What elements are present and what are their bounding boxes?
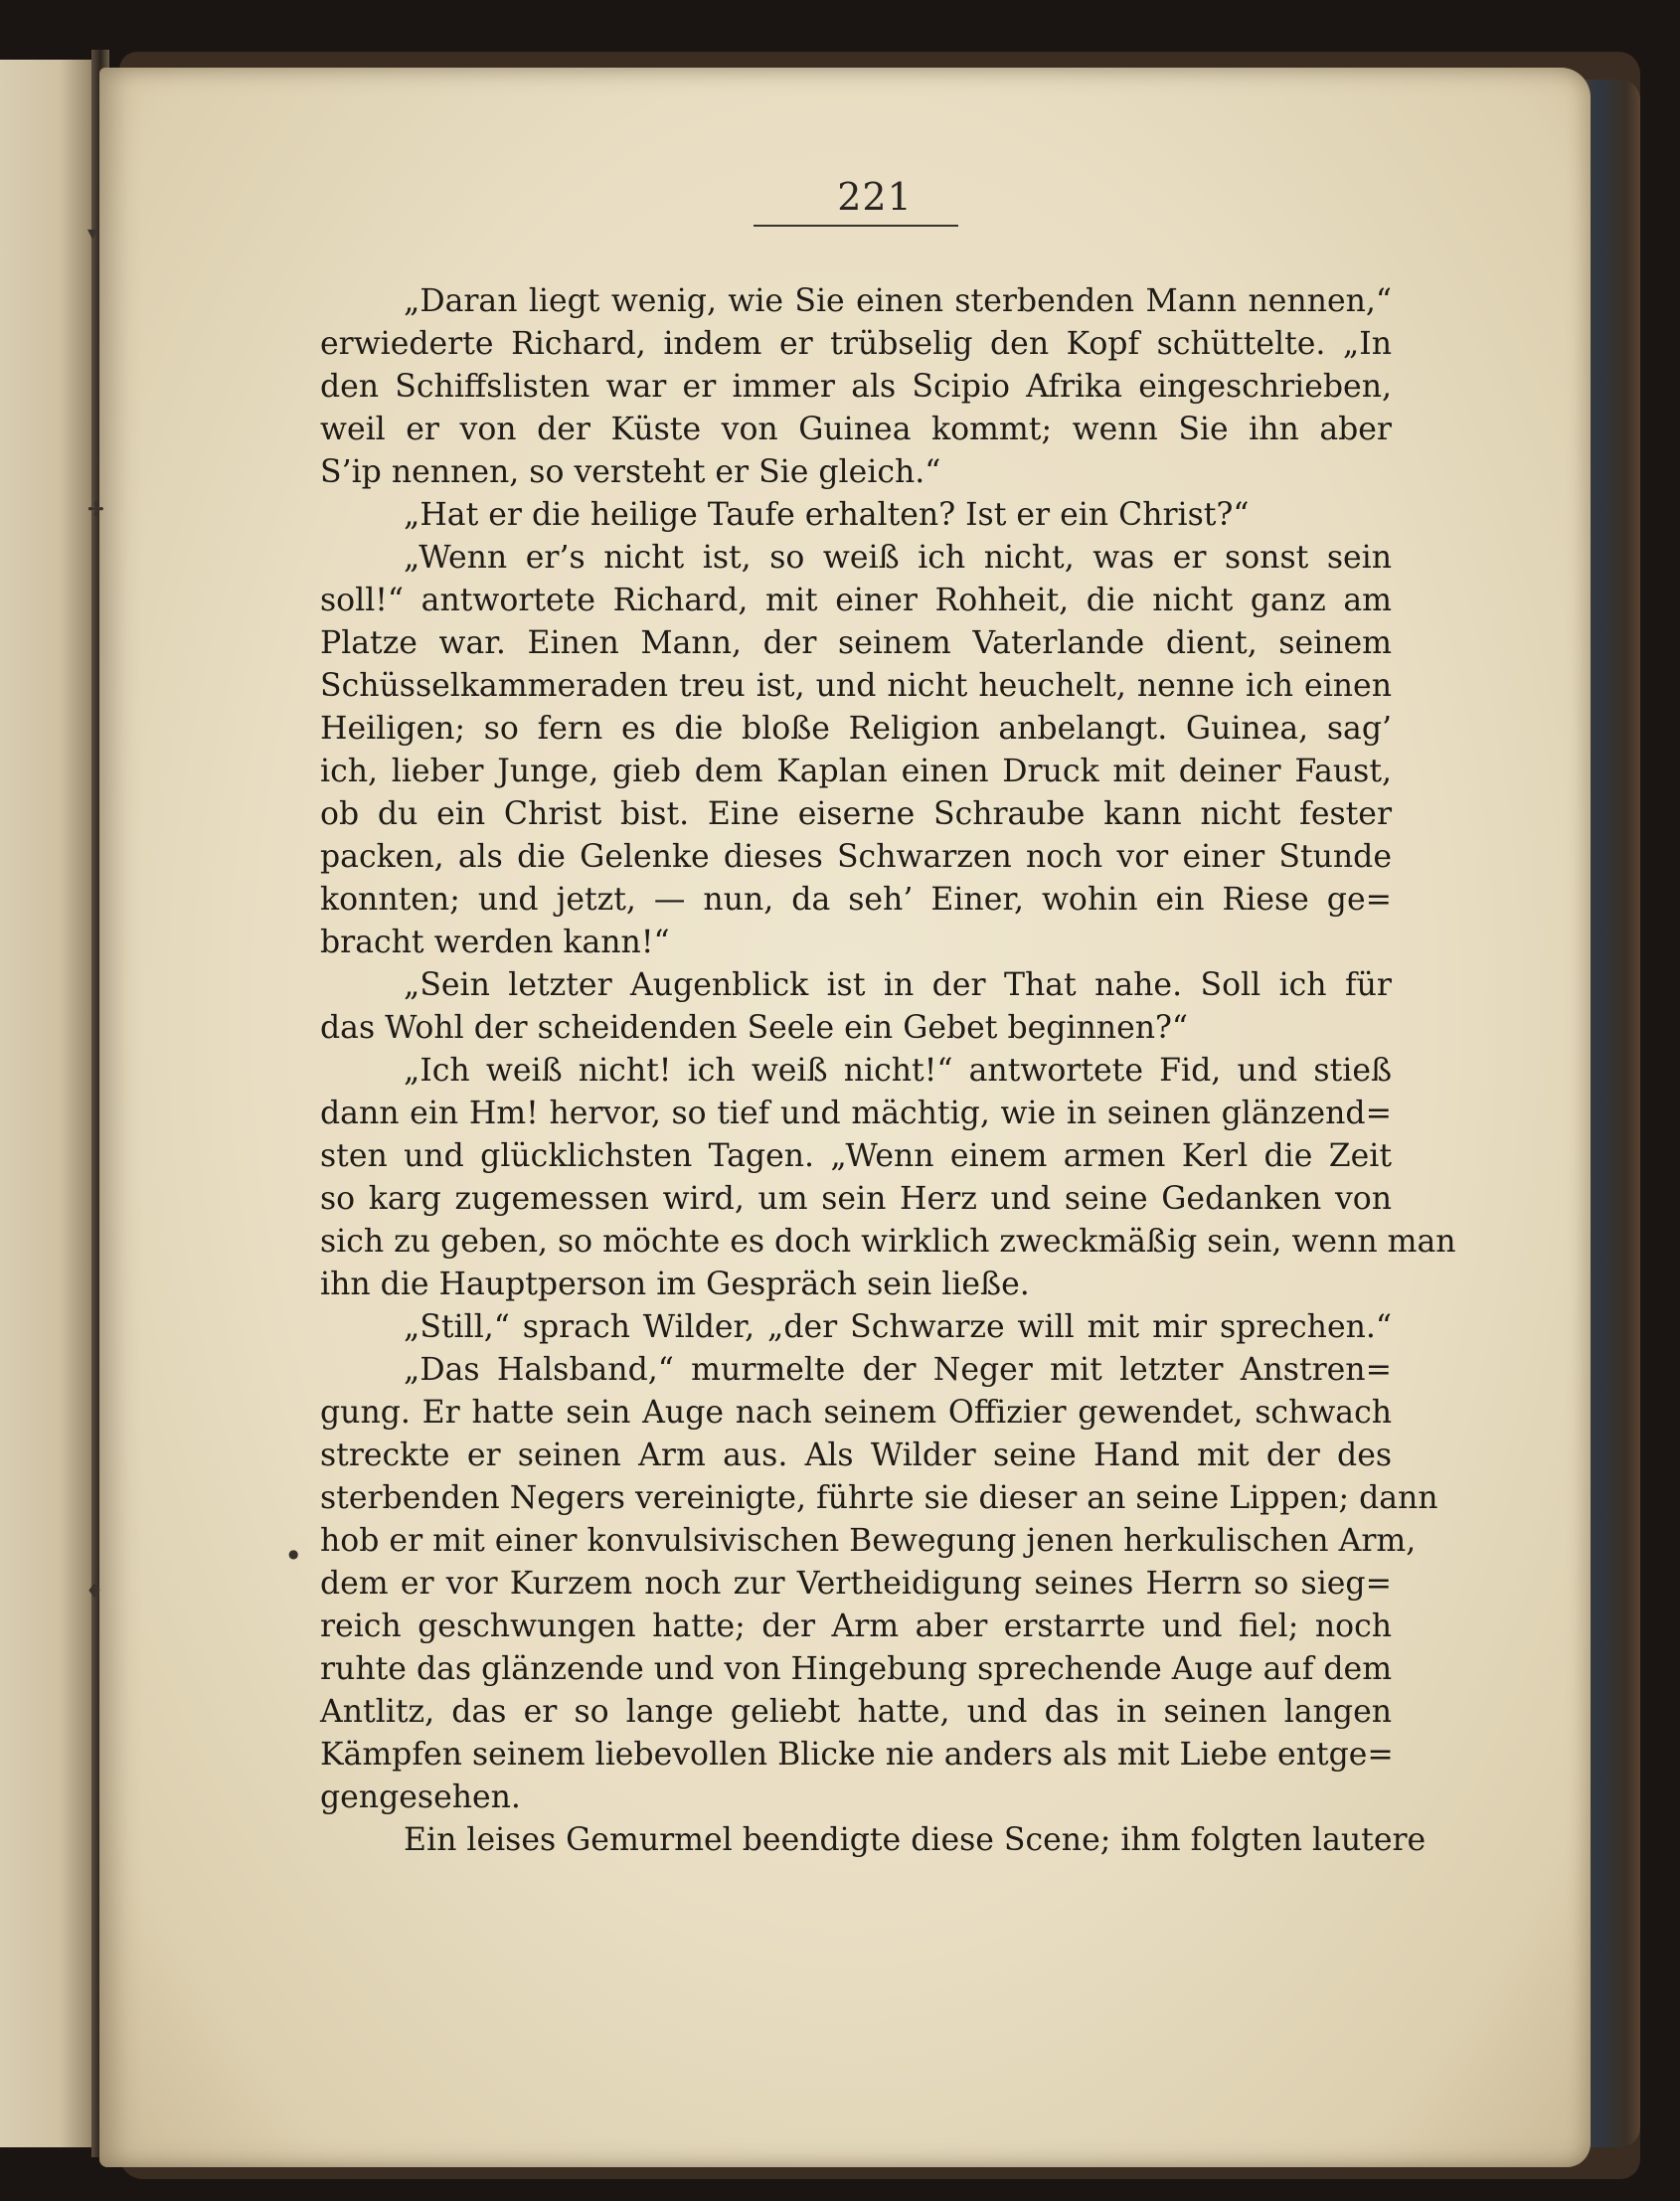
text-line: „Still,“ sprach Wilder, „der Schwarze will mit mir sprechen.“	[404, 1309, 1392, 1345]
facing-page-edge	[0, 60, 99, 2147]
text-line: den Schiffslisten war er immer als Scipio Afrika eingeschrieben,	[320, 369, 1392, 405]
text-line: ruhte das glänzende und von Hingebung sprechende Auge auf dem	[320, 1651, 1393, 1687]
text-line: S’ip nennen, so versteht er Sie gleich.“	[320, 454, 941, 490]
text-line: das Wohl der scheidenden Seele ein Gebet beginnen?“	[320, 1010, 1189, 1046]
text-line: Schüsselkammeraden treu ist, und nicht heuchelt, nenne ich einen	[320, 668, 1392, 704]
text-line: so karg zugemessen wird, um sein Herz und seine Gedanken von	[320, 1181, 1392, 1217]
margin-dot-icon: ●	[288, 1547, 299, 1561]
text-line: streckte er seinen Arm aus. Als Wilder seine Hand mit der des	[320, 1438, 1392, 1473]
text-line: Heiligen; so fern es die bloße Religion anbelangt. Guinea, sag’	[320, 711, 1392, 747]
text-line: „Sein letzter Augenblick ist in der That nahe. Soll ich für	[404, 967, 1392, 1003]
text-line: „Das Halsband,“ murmelte der Neger mit letzter Anstren=	[404, 1352, 1392, 1388]
text-line: bracht werden kann!“	[320, 925, 670, 960]
text-line: soll!“ antwortete Richard, mit einer Rohheit, die nicht ganz am	[320, 583, 1392, 618]
margin-mark-icon: ▾	[87, 221, 98, 245]
text-line: ich, lieber Junge, gieb dem Kaplan einen Druck mit deiner Faust,	[320, 754, 1392, 789]
text-line: Antlitz, das er so lange geliebt hatte, und das in seinen langen	[320, 1694, 1392, 1730]
text-line: packen, als die Gelenke dieses Schwarzen noch vor einer Stunde	[320, 839, 1392, 875]
text-line: ihn die Hauptperson im Gespräch sein ließe.	[320, 1267, 1030, 1302]
text-line: „Wenn er’s nicht ist, so weiß ich nicht, was er sonst sein	[404, 540, 1392, 576]
page-number-rule	[754, 225, 958, 227]
text-line: gengesehen.	[320, 1779, 521, 1815]
text-line: Kämpfen seinem liebevollen Blicke nie anders als mit Liebe entge=	[320, 1737, 1394, 1773]
text-line: erwiederte Richard, indem er trübselig den Kopf schüttelte. „In	[320, 326, 1392, 362]
text-line: sterbenden Negers vereinigte, führte sie dieser an seine Lippen; dann	[320, 1480, 1438, 1516]
text-line: hob er mit einer konvulsivischen Bewegung jenen herkulischen Arm,	[320, 1523, 1417, 1559]
text-line: weil er von der Küste von Guinea kommt; wenn Sie ihn aber	[320, 412, 1392, 447]
page-body-text	[320, 280, 1456, 1862]
text-line: Ein leises Gemurmel beendigte diese Scene; ihm folgten lautere	[404, 1822, 1427, 1858]
text-line: reich geschwungen hatte; der Arm aber erstarrte und fiel; noch	[320, 1608, 1392, 1644]
text-line: Platze war. Einen Mann, der seinem Vaterlande dient, seinem	[320, 625, 1392, 661]
page-number: 221	[837, 175, 913, 219]
text-line: gung. Er hatte sein Auge nach seinem Offizier gewendet, schwach	[320, 1395, 1392, 1431]
text-line: „Hat er die heilige Taufe erhalten? Ist er ein Christ?“	[404, 497, 1250, 533]
text-line: sten und glücklichsten Tagen. „Wenn einem armen Kerl die Zeit	[320, 1138, 1392, 1174]
text-line: „Ich weiß nicht! ich weiß nicht!“ antwortete Fid, und stieß	[404, 1053, 1392, 1089]
text-line: sich zu geben, so möchte es doch wirklich zweckmäßig sein, wenn man	[320, 1224, 1456, 1260]
text-line: dem er vor Kurzem noch zur Vertheidigung seines Herrn so sieg=	[320, 1566, 1392, 1602]
text-line: dann ein Hm! hervor, so tief und mächtig, wie in seinen glänzend=	[320, 1096, 1392, 1131]
margin-mark-icon: ♦	[85, 1579, 103, 1603]
text-line: „Daran liegt wenig, wie Sie einen sterbenden Mann nennen,“	[404, 283, 1392, 319]
margin-mark-icon: ✢	[87, 497, 104, 521]
text-line: konnten; und jetzt, — nun, da seh’ Einer, wohin ein Riese ge=	[320, 882, 1392, 918]
text-line: ob du ein Christ bist. Eine eiserne Schraube kann nicht fester	[320, 796, 1392, 832]
